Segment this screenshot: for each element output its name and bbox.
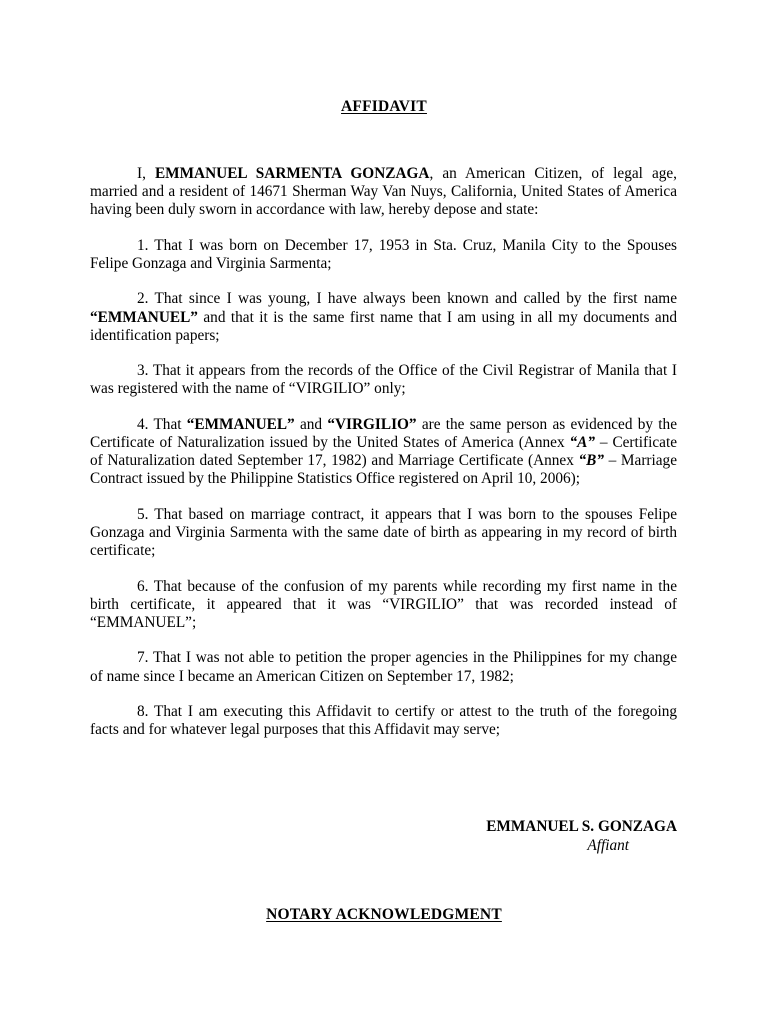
annex-b-label: “B” <box>578 452 605 470</box>
paragraph-4-text-e: are the same person as evidenced by the Certificate of Naturalization issued by the United States of America (Annex <box>90 415 677 451</box>
paragraph-7-text: 7. That I was not able to petition the proper agencies in the Philippines for my change of name since I became an American Citizen on September 17, 1982; <box>90 649 677 685</box>
paragraph-1-text: 1. That I was born on December 17, 1953 in Sta. Cruz, Manila City to the Spouses Felipe Gonzaga and Virginia Sarmenta; <box>90 236 677 272</box>
intro-prefix: I, <box>137 165 155 182</box>
paragraph-6 <box>90 578 677 633</box>
affiant-full-name: EMMANUEL SARMENTA GONZAGA <box>154 165 430 182</box>
paragraph-4-text-i: – Marriage Contract issued by the Philippine Statistics Office registered on April 10, 2006); <box>90 452 677 488</box>
paragraph-2-text-c: and that it is the same first name that I am using in all my documents and identification papers; <box>90 308 677 344</box>
paragraph-3-text: 3. That it appears from the records of the Office of the Civil Registrar of Manila that I was registered with the name of “VIRGILIO” only; <box>90 362 677 398</box>
paragraph-2-text-a: 2. That since I was young, I have always been known and called by the first name <box>137 290 677 308</box>
paragraph-4-text-a: 4. That <box>137 415 187 433</box>
paragraph-4 <box>90 416 677 489</box>
paragraph-4-name-emmanuel: “EMMANUEL” <box>186 415 295 433</box>
signature-block <box>417 818 677 855</box>
paragraph-6-text: 6. That because of the confusion of my parents while recording my first name in the birth certificate, it appeared that it was “VIRGILIO” that was recorded instead of “EMMANUEL”; <box>90 577 677 631</box>
affiant-role: Affiant <box>587 836 629 854</box>
intro-text: , an American Citizen, of legal age, married and a resident of 14671 Sherman Way Van Nuys, California, United States of America having been duly sworn in accordance with law, hereby depose and state: <box>90 165 677 219</box>
paragraph-3 <box>90 362 677 398</box>
notary-acknowledgment-heading <box>0 906 768 924</box>
notary-acknowledgment-text: NOTARY ACKNOWLEDGMENT <box>266 906 502 923</box>
affiant-signature-name: EMMANUEL S. GONZAGA <box>486 818 677 835</box>
document-body <box>90 165 677 757</box>
paragraph-7 <box>90 649 677 685</box>
paragraph-2-name-emmanuel: “EMMANUEL” <box>90 308 198 326</box>
paragraph-5-text: 5. That based on marriage contract, it appears that I was born to the spouses Felipe Gonzaga and Virginia Sarmenta with the same date of birth as appearing in my record of birth certificate; <box>90 505 677 560</box>
paragraph-8-text: 8. That I am executing this Affidavit to certify or attest to the truth of the foregoing facts and for whatever legal purposes that this Affidavit may serve; <box>90 702 677 739</box>
annex-a-label: “A” <box>569 433 595 451</box>
paragraph-4-name-virgilio: “VIRGILIO” <box>327 415 417 433</box>
paragraph-2 <box>90 290 677 345</box>
paragraph-8 <box>90 703 677 739</box>
intro-paragraph <box>90 165 677 220</box>
paragraph-4-text-c: and <box>294 415 328 433</box>
document-title-text: AFFIDAVIT <box>341 98 427 115</box>
document-title <box>0 98 768 116</box>
paragraph-5 <box>90 506 677 561</box>
paragraph-1 <box>90 237 677 273</box>
paragraph-4-text-g: – Certificate of Naturalization dated September 17, 1982) and Marriage Certificate (Annex <box>90 433 677 470</box>
